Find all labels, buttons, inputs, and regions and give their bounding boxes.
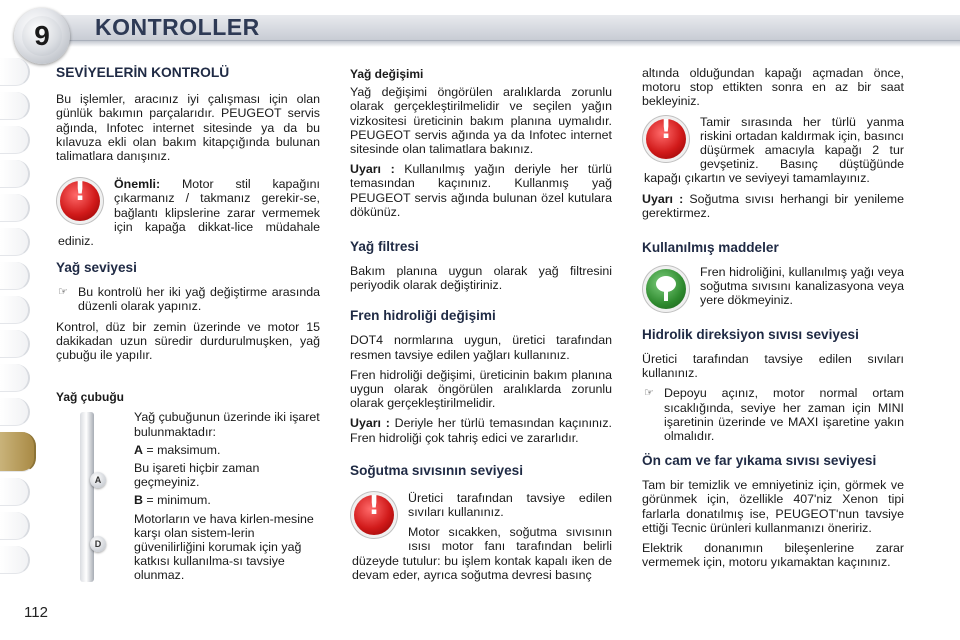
side-tab[interactable] (0, 512, 30, 540)
side-tab[interactable] (0, 478, 30, 506)
heading-dipstick: Yağ çubuğu (56, 390, 125, 405)
stop-warning-icon (350, 493, 400, 541)
side-tab-active[interactable] (0, 432, 36, 472)
control-paragraph: Kontrol, düz bir zemin üzerinde ve motor 15 dakikadan uzun süredir durdurulmuşken, yağ çubuğu ile yapılır. (56, 319, 320, 363)
warning-brake (350, 416, 612, 444)
repair-note (642, 115, 904, 192)
side-tab[interactable] (0, 228, 30, 256)
warning-text: Kullanılmış yağın deriyle her türlü temasından kaçınınız. Kullanmış yağ PEUGEOT servis ağında bulunan özel kutulara dökünüz. (350, 162, 612, 219)
side-tab[interactable] (0, 330, 30, 358)
coolant-paragraph-2: Motor sıcakken, soğutma sıvısının ısısı motor fanı tarafından belirli düzeyde tutulur: bu işlem kontak kapalı iken de devam eder, ayrıca soğutma devresi basınç (352, 525, 612, 582)
note-label: Önemli: (114, 177, 161, 192)
chapter-number: 9 (34, 20, 50, 51)
label-a: A (134, 442, 143, 457)
heading-washer-fluid: Ön cam ve far yıkama sıvısı seviyesi (642, 453, 877, 469)
warning-label: Uyarı : (350, 416, 390, 431)
coolant-note (350, 491, 612, 582)
warning-label: Uyarı : (350, 162, 395, 177)
warning-used-oil (350, 162, 612, 219)
dipstick-additives: Motorların ve hava kirlen-mesine karşı olan sistem-lerin güvenilirliğini korumak için yağ katkısı kullanılma-sı tavsiye olunmaz. (134, 511, 314, 583)
chapter-title: KONTROLLER (95, 14, 260, 40)
side-tab[interactable] (0, 364, 30, 392)
side-tab[interactable] (0, 92, 30, 120)
heading-oil-level: Yağ seviyesi (56, 260, 137, 276)
dipstick-illustration (56, 410, 320, 583)
heading-hydraulic-steering: Hidrolik direksiyon sıvısı seviyesi (642, 327, 859, 343)
bullet-item (642, 386, 904, 443)
dipstick-intro: Yağ çubuğunun üzerinde iki işaret bulunmaktadır: (134, 410, 320, 439)
oil-filter-paragraph: Bakım planına uygun olarak yağ filtresini periyodik olarak değiştiriniz. (350, 264, 612, 293)
side-tab[interactable] (0, 126, 30, 154)
bullet-item (56, 285, 320, 313)
side-tab[interactable] (0, 398, 30, 426)
side-tab[interactable] (0, 546, 30, 574)
hand-pointer-icon: ☞ (644, 387, 654, 400)
intro-paragraph: Bu işlemler, aracınız iyi çalışması için olan günlük bakımın parçalarıdır. PEUGEOT servis ağında, Infotec internet sitesinde ya da bu kılavuza ekli olan bakım kitapçığında bulunan talimatlara danışınız. (56, 92, 320, 164)
heading-used-materials: Kullanılmış maddeler (642, 240, 779, 256)
side-tab[interactable] (0, 160, 30, 188)
side-tab[interactable] (0, 262, 30, 290)
column-2 (350, 62, 612, 582)
bullet-text: Bu kontrolü her iki yağ değiştirme arasında düzenli olarak yapınız. (78, 285, 320, 314)
side-tab[interactable] (0, 194, 30, 222)
coolant-continued: altında olduğundan kapağı açmadan önce, motoru stop ettikten sonra en az bir saat bekleyiniz. (642, 66, 904, 109)
header-shadow (60, 41, 960, 47)
washer-paragraph-2: Elektrik donanımın bileşenlerine zarar vermemek için, motoru yıkamaktan kaçınınız. (642, 541, 904, 570)
column-1 (56, 62, 320, 583)
side-tab[interactable] (0, 58, 30, 86)
dipstick-mark-a: A (90, 472, 106, 488)
section-title: SEVİYELERİN KONTROLÜ (56, 65, 230, 80)
heading-brake-fluid: Fren hidroliği değişimi (350, 308, 496, 324)
dipstick-a (134, 443, 320, 457)
important-note (56, 177, 320, 248)
heading-oil-filter: Yağ filtresi (350, 239, 419, 255)
coolant-paragraph-1: Üretici tarafından tavsiye edilen sıvıları kullanınız. (408, 490, 612, 520)
bullet-text: Depoyu açınız, motor normal ortam sıcaklığında, seviye her zaman için MINI işaretinin üzerinde ve MAXI işaretine yakın olmalıdır. (664, 386, 904, 444)
environment-note (642, 265, 904, 317)
washer-paragraph-1: Tam bir temizlik ve emniyetiniz için, görmek ve görünmek için, özellikle 407'niz Xenon tipi farlarla donatılmış ise, PEUGEOT'nun tavsiye ettiği Tecnic ürünleri kullanmanızı öneririz. (642, 478, 904, 535)
dipstick-never: Bu işareti hiçbir zaman geçmeyiniz. (134, 461, 260, 490)
brake-paragraph-1: DOT4 normlarına uygun, üretici tarafından resmen tavsiye edilen yağları kullanınız. (350, 333, 612, 362)
dipstick-mark-d: D (90, 536, 106, 552)
label-b: B (134, 493, 143, 508)
warning-label: Uyarı : (642, 191, 684, 206)
hydraulic-paragraph: Üretici tarafından tavsiye edilen sıvıları kullanınız. (642, 352, 904, 381)
warning-text: Soğutma sıvısı herhangi bir yenileme gerektirmez. (642, 191, 904, 220)
stop-warning-icon (642, 117, 692, 165)
warning-coolant (642, 192, 904, 220)
side-tabs (0, 52, 36, 612)
dipstick-text (134, 410, 320, 586)
side-tab[interactable] (0, 296, 30, 324)
used-materials-paragraph: Fren hidroliğini, kullanılmış yağı veya soğutma sıvısını kanalizasyona veya yere dökmeyiniz. (700, 265, 904, 308)
brake-paragraph-2: Fren hidroliği değişimi, üreticinin bakım planına uygun olarak öngörülen aralıklarda zorunlu olarak gerçekleştirilmelidir. (350, 367, 612, 411)
heading-oil-change: Yağ değişimi (350, 67, 424, 81)
page-header (0, 0, 960, 52)
dipstick-b (134, 493, 320, 507)
text-b: = minimum. (142, 493, 211, 508)
hand-pointer-icon: ☞ (58, 286, 68, 299)
page-number: 112 (24, 604, 48, 621)
tree-environment-icon (642, 267, 692, 315)
repair-paragraph: Tamir sırasında her türlü yanma riskini ortadan kaldırmak için, basıncı düşürmek amacıyla kapağı 2 tur gevşetiniz. Basınç düştüğünde kapağı çıkartın ve seviyeyi tamamlayınız. (644, 114, 904, 186)
note-text: Motor stil kapağını çıkarmanız / takmanız gerekir-se, bağlantı klipslerine zarar vermemek için kapağa dikkat-lice müdahale ediniz. (58, 177, 320, 249)
warning-text: Deriyle her türlü temasından kaçınınız. Fren hidroliği çok tahriş edici ve zararlıdır. (350, 416, 612, 445)
text-a: = maksimum. (142, 442, 221, 457)
heading-coolant: Soğutma sıvısının seviyesi (350, 462, 524, 478)
stop-warning-icon (56, 179, 106, 227)
dipstick-image (80, 412, 94, 582)
oil-change-paragraph: Yağ değişimi öngörülen aralıklarda zorunlu olarak gerçekleştirilmelidir ve seçilen yağın vizkositesi üreticinin bakım planına uymalıdır. PEUGEOT servis ağında ya da Infotec internet sitesinde olan talimatlara bakınız. (350, 85, 612, 157)
column-3 (642, 62, 904, 575)
